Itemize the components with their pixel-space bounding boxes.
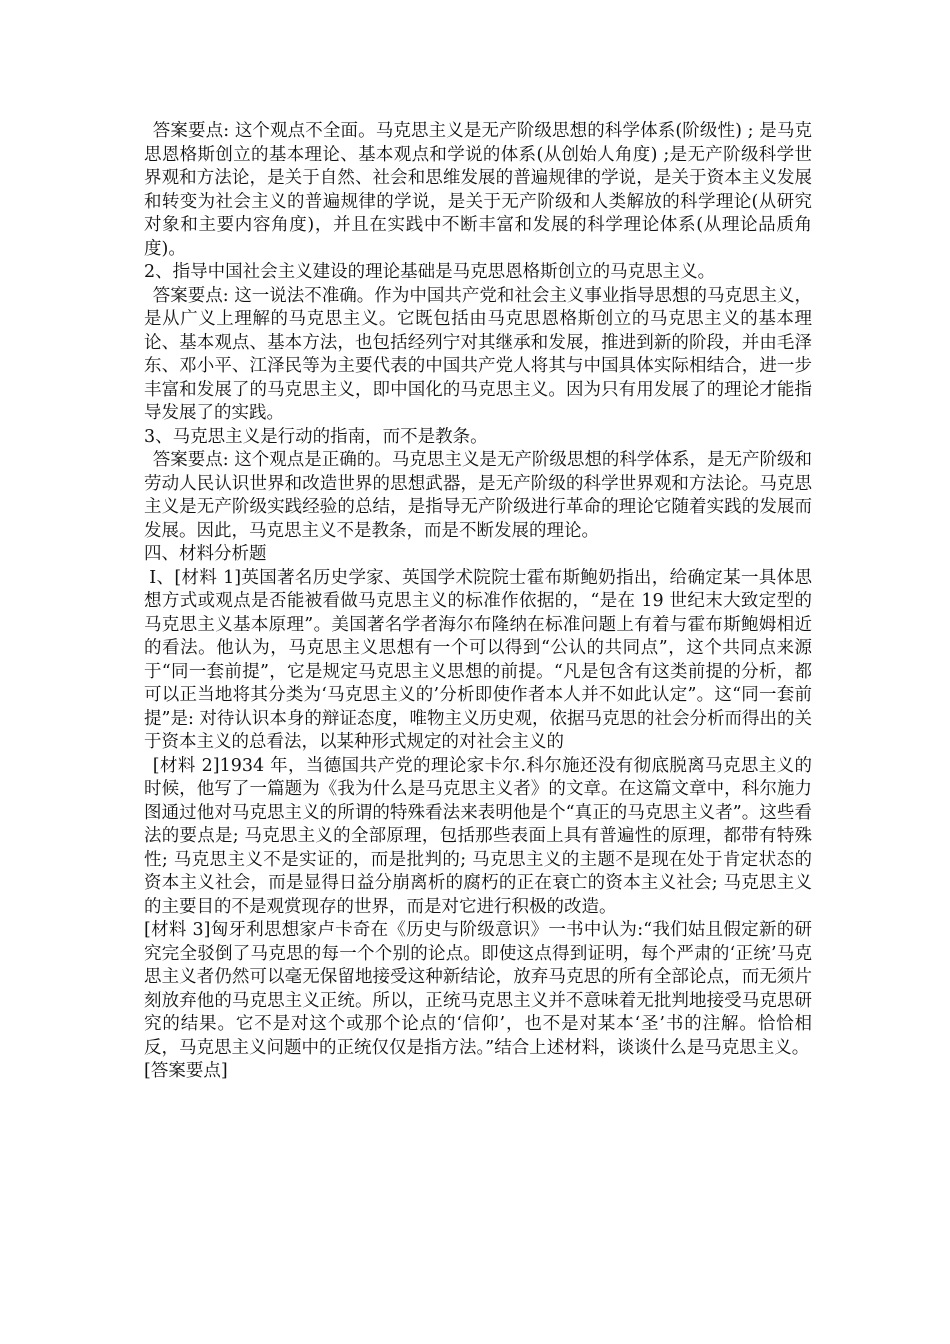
material-2-paragraph: [材料 2]1934 年，当德国共产党的理论家卡尔.科尔施还没有彻底脱离马克思主义的时候，他写了一篇题为《我为什么是马克思主义者》的文章。在这篇文章中，科尔施力图通过他对马克思主义的所谓的特殊看法来表明他是个“真正的马克思主义者”。这些看法的要点是; 马克思主义的全部原理，包括那些表面上具有普遍性的原理，都带有特殊性; 马克思主义不是实证的，而是批判的; 马克思主义的主题不是现在处于肯定状态的资本主义社会，而是显得日益分崩离析的腐朽的正在衰亡的资本主义社会; 马克思主义的主要目的不是观赏现存的世界，而是对它进行积极的改造。	[144, 755, 812, 917]
document-page	[144, 120, 812, 1084]
question-heading-2: 2、指导中国社会主义建设的理论基础是马克思恩格斯创立的马克思主义。	[144, 262, 716, 282]
answer-paragraph-1: 答案要点: 这个观点不全面。马克思主义是无产阶级思想的科学体系(阶级性) ; 是马克思恩格斯创立的基本理论、基本观点和学说的体系(从创始人角度) ;是无产阶级科学世界观和方法论，是关于自然、社会和思维发展的普遍规律的学说，是关于资本主义发展和转变为社会主义的普遍规律的学说，是关于无产阶级和人类解放的科学理论(从研究对象和主要内容角度)，并且在实践中不断丰富和发展的科学理论体系(从理论品质角度)。	[144, 121, 812, 259]
question-heading-3: 3、马克思主义是行动的指南，而不是教条。	[144, 426, 488, 447]
section-heading: 四、材料分析题	[144, 544, 267, 564]
answer-paragraph-2: 答案要点: 这一说法不准确。作为中国共产党和社会主义事业指导思想的马克思主义，是从广义上理解的马克思主义。它既包括由马克思恩格斯创立的马克思主义的基本理论、基本观点、基本方法，也包括经列宁对其继承和发展，推进到新的阶段，并由毛泽东、邓小平、江泽民等为主要代表的中国共产党人将其与中国具体实际相结合，进一步丰富和发展了的马克思主义，即中国化的马克思主义。因为只有用发展了的理论才能指导发展了的实践。	[144, 285, 812, 423]
answer-paragraph-3: 答案要点: 这个观点是正确的。马克思主义是无产阶级思想的科学体系，是无产阶级和劳动人民认识世界和改造世界的思想武器，是无产阶级的科学世界观和方法论。马克思主义是无产阶级实践经验的总结，是指导无产阶级进行革命的理论它随着实践的发展而发展。因此，马克思主义不是教条，而是不断发展的理论。	[144, 450, 812, 541]
material-3-paragraph: [材料 3]匈牙利思想家卢卡奇在《历史与阶级意识》一书中认为:“我们姑且假定新的研究完全驳倒了马克思的每一个个别的论点。即使这点得到证明，每个严肃的‘正统’马克思主义者仍然可以毫无保留地接受这种新结论，放弃马克思的所有全部论点，而无须片刻放弃他的马克思主义正统。所以，正统马克思主义并不意味着无批判地接受马克思研究的结果。它不是对这个或那个论点的‘信仰’，也不是对某本‘圣’书的注解。恰恰相反，马克思主义问题中的正统仅仅是指方法。”结合上述材料，谈谈什么是马克思主义。	[144, 920, 812, 1058]
material-1-paragraph: I、[材料 1]英国著名历史学家、英国学术院院士霍布斯鲍奶指出，给确定某一具体思想方式或观点是否能被看做马克思主义的标准作依据的，“是在 19 世纪末大致定型的马克思主义基本原理”。美国著名学者海尔布隆纳在标准问题上有着与霍布斯鲍姆相近的看法。他认为，马克思主义思想有一个可以得到“公认的共同点”，这个共同点来源于“同一套前提”，它是规定马克思主义思想的前提。“凡是包含有这类前提的分析，都可以正当地将其分类为‘马克思主义的’分析即使作者本人并不如此认定”。这“同一套前提”是: 对待认识本身的辩证态度，唯物主义历史观，依据马克思的社会分析而得出的关于资本主义的总看法，以某种形式规定的对社会主义的	[144, 567, 812, 752]
answer-points-label: [答案要点]	[144, 1061, 228, 1081]
